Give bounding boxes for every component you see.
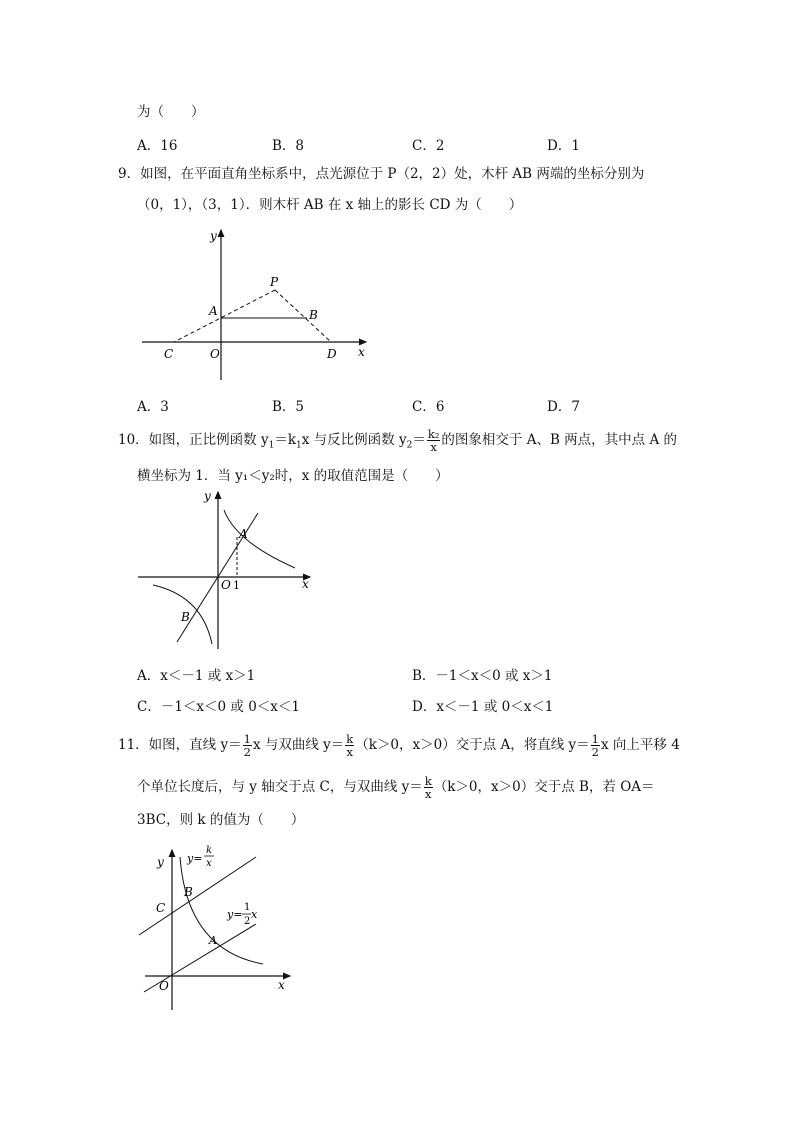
q10-text-3: x 与反比例函数 y xyxy=(301,432,407,448)
q9-option-d: D．7 xyxy=(547,399,580,415)
q8-option-d: D．1 xyxy=(547,138,580,154)
q11-k-den-2: x xyxy=(424,787,432,801)
q11-text-1a: 11．如图，直线 y＝ xyxy=(118,737,242,753)
q10-frac-den: x xyxy=(430,440,437,454)
q10-stem-line1 xyxy=(118,428,677,455)
label-one: 1 xyxy=(233,579,240,592)
q8-option-a: A．16 xyxy=(137,138,178,154)
q11-half-num-1: 1 xyxy=(243,732,251,746)
q9-option-c: C．6 xyxy=(412,399,445,415)
label-hyperbola-k: k xyxy=(206,845,213,856)
q11-stem-line2 xyxy=(137,775,655,800)
label-d: D xyxy=(327,347,337,361)
label-hyperbola-y: y= xyxy=(187,852,203,865)
label-x: x xyxy=(358,345,365,359)
q10-frac-num: k₂ xyxy=(427,427,440,441)
label-b: B xyxy=(184,885,193,899)
q11-half-fraction-2 xyxy=(591,733,600,758)
q11-text-1d: x 向上平移 4 xyxy=(601,737,680,753)
q8-option-b: B．8 xyxy=(272,138,305,154)
q11-k-fraction-1 xyxy=(345,733,354,758)
q11-half-den-2: 2 xyxy=(591,745,599,759)
q9-stem-line2: （0，1），（3，1）．则木杆 AB 在 x 轴上的影长 CD 为（ ） xyxy=(137,197,523,213)
label-line-two: 2 xyxy=(244,916,251,927)
label-o: O xyxy=(159,979,169,993)
label-y: y xyxy=(204,489,211,503)
label-x: x xyxy=(278,978,285,992)
label-a: A xyxy=(209,934,217,947)
q11-figure xyxy=(135,840,305,1020)
label-p: P xyxy=(270,275,279,289)
label-line-one: 1 xyxy=(244,902,251,913)
q10-option-b: B．－1＜x＜0 或 x＞1 xyxy=(412,668,553,684)
q11-stem-line1 xyxy=(118,733,680,758)
ray-pc xyxy=(174,290,275,342)
label-hyperbola-x: x xyxy=(206,858,212,869)
q10-text-2: ＝k xyxy=(274,432,297,448)
label-x: x xyxy=(302,577,309,591)
q11-text-1c: （k＞0，x＞0）交于点 A，将直线 y＝ xyxy=(355,737,590,753)
q11-half-den-1: 2 xyxy=(243,745,251,759)
q10-stem-line2: 横坐标为 1．当 y₁＜y₂时，x 的取值范围是（ ） xyxy=(137,468,449,484)
q11-k-fraction-2 xyxy=(424,775,433,800)
label-c: C xyxy=(156,901,166,915)
q10-option-c: C．－1＜x＜0 或 0＜x＜1 xyxy=(137,699,300,715)
q10-sub-1: 1 xyxy=(268,440,275,451)
q10-text-4: ＝ xyxy=(412,432,426,448)
hyperbola-right-branch xyxy=(224,510,295,568)
q8-tail: 为（ ） xyxy=(137,104,205,120)
q10-text-5: 的图象相交于 A、B 两点，其中点 A 的 xyxy=(441,432,678,448)
q11-half-fraction-1 xyxy=(243,733,252,758)
label-b: B xyxy=(309,308,318,322)
label-a: A xyxy=(239,527,248,541)
q11-half-num-2: 1 xyxy=(591,732,599,746)
q9-option-b: B．5 xyxy=(272,399,305,415)
q11-k-num-2: k xyxy=(424,774,432,788)
label-line-x: x xyxy=(251,908,258,921)
q9-option-a: A．3 xyxy=(137,399,169,415)
q9-figure xyxy=(130,222,380,387)
q11-text-2a: 个单位长度后，与 y 轴交于点 C，与双曲线 y＝ xyxy=(137,779,423,795)
q10-fraction xyxy=(427,428,441,453)
label-o: O xyxy=(210,347,220,361)
q11-text-2b: （k＞0，x＞0）交于点 B，若 OA＝ xyxy=(433,779,655,795)
label-o: O xyxy=(221,578,231,592)
q11-stem-line3: 3BC，则 k 的值为（ ） xyxy=(137,812,305,828)
label-line-y: y= xyxy=(227,908,243,921)
label-y: y xyxy=(210,229,217,243)
label-b: B xyxy=(181,610,190,624)
q9-stem-line1: 9．如图，在平面直角坐标系中，点光源位于 P（2，2）处，木杆 AB 两端的坐标分别为 xyxy=(118,166,645,182)
q10-option-d: D．x＜－1 或 0＜x＜1 xyxy=(412,699,554,715)
q11-k-num-1: k xyxy=(346,732,354,746)
q10-text-1: 10．如图，正比例函数 y xyxy=(118,432,269,448)
label-c: C xyxy=(164,347,174,361)
label-y: y xyxy=(157,855,164,869)
q10-sub-2: 1 xyxy=(296,440,302,451)
q8-option-c: C．2 xyxy=(412,138,445,154)
q10-sub-3: 2 xyxy=(406,440,413,451)
q10-figure xyxy=(130,484,320,654)
q10-option-a: A．x＜－1 或 x＞1 xyxy=(137,668,256,684)
q11-k-den-1: x xyxy=(346,745,353,759)
ray-pd xyxy=(275,290,331,342)
q11-text-1b: x 与双曲线 y＝ xyxy=(252,737,345,753)
label-a: A xyxy=(209,304,218,318)
